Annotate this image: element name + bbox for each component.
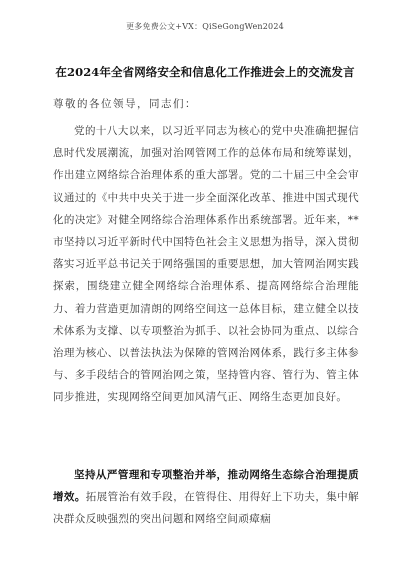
page-title: 在2024年全省网络安全和信息化工作推进会上的交流发言 <box>55 65 355 79</box>
salutation: 尊敬的各位领导，同志们： <box>53 98 197 110</box>
paragraph-rest: 拓展管治有效手段，在管得住、用得好上下功夫，集中解决群众反映强烈的突出问题和网络空间顽瘴痼 <box>53 491 360 526</box>
paragraph-lead: 坚持从严管理和专项整治并举，推动网络生态综合治理提质增效。 <box>53 469 359 504</box>
paragraph-text: 党的十八大以来，以习近平同志为核心的党中央准确把握信息时代发展潮流，加强对治网管网工作的总体布局和统筹谋划，作出建立网络综合治理体系的重大部署。党的二十届三中全会审议通过的《中共中央关于进一步全面深化改革、推进中国式现代化的决定》对健全网络综合治理体系作出系统部署。近年来，**市坚持以习近平新时代中国特色社会主义思想为指导，深入贯彻落实习近平总书记关于网络强国的重要思想，加大管网治网实践探索，围绕建立健全网络综合治理体系、提高网络综合治理能力、着力营造更加清朗的网络空间这一总体目标，建立健全以技术体系为支撑、以专项整治为抓手、以社会协同为重点、以综合治理为核心、以普法执法为保障的管网治网体系，践行多主体参与、多手段结合的管网治网之策，坚持管内容、管行为、管主体同步推进，实现网络空间更加风清气正、网络生态更加良好。 <box>53 125 359 404</box>
body-paragraph-2 <box>53 464 359 531</box>
body-paragraph-1 <box>53 120 359 409</box>
header-note: 更多免费公文+VX：QiSeGongWen2024 <box>126 22 284 31</box>
paragraph-text-2 <box>53 464 359 531</box>
